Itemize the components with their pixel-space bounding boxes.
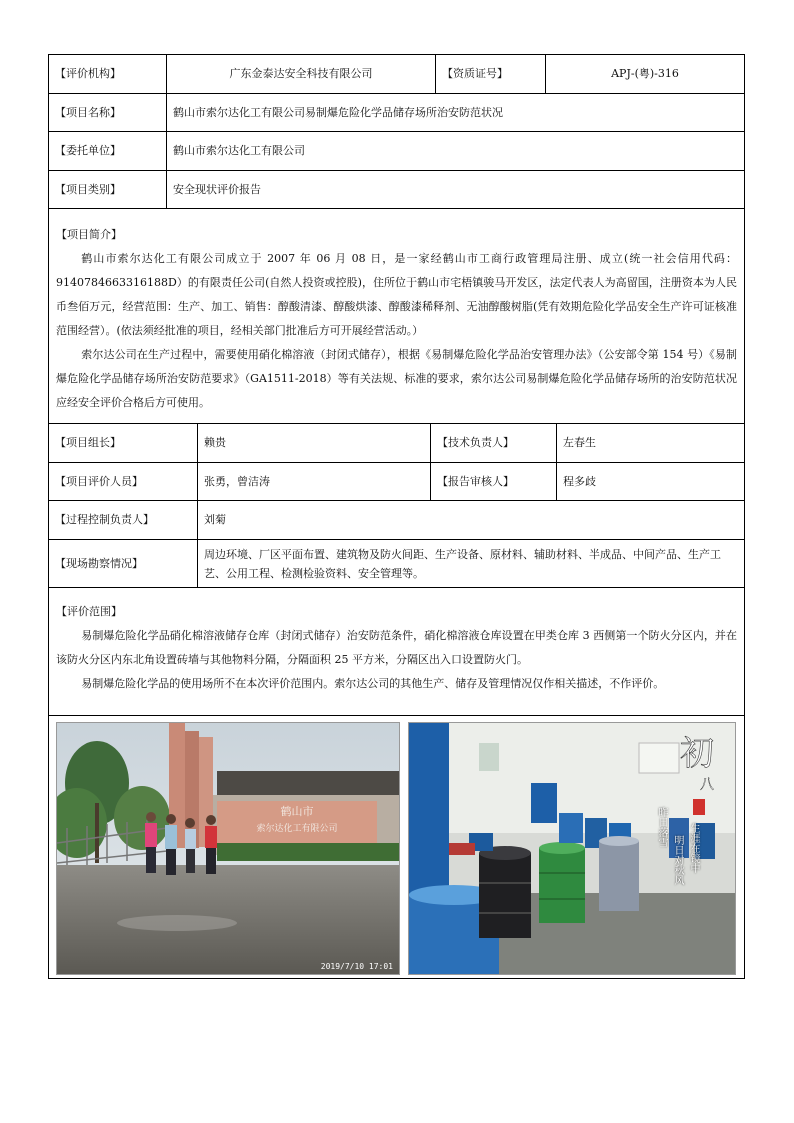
photo1-timestamp: 2019/7/10 17:01 [320,962,393,971]
category-value: 安全现状评价报告 [173,182,261,196]
scope-block [49,588,744,715]
reviewer-value: 程多歧 [563,474,596,488]
evaluation-info-sheet [48,54,745,979]
org-row [49,55,744,94]
factory-gate-illustration [57,723,399,974]
scope-heading: 【评价范围】 [56,605,122,618]
overlay-col2: 明日对秋风 [672,835,683,885]
project-name-row [49,94,744,132]
control-row [49,501,744,540]
survey-label: 【现场勘察情况】 [49,540,198,587]
control-label: 【过程控制负责人】 [49,501,198,539]
survey-value: 周边环境、厂区平面布置、建筑物及防火间距、生产设备、原材料、辅助材料、半成品、中间产品、生产工艺、公用工程、检测检验资料、安全管理等。 [204,547,721,580]
photos-row [49,716,744,978]
tech-label: 【技术负责人】 [431,424,557,462]
reviewer-label: 【报告审核人】 [431,463,557,500]
evaluators-label: 【项目评价人员】 [49,463,198,500]
category-row [49,171,744,209]
evaluators-value: 张勇，曾洁涛 [198,463,431,500]
warehouse-drums-photo [408,722,736,975]
intro-paragraph-2: 索尔达公司在生产过程中，需要使用硝化棉溶液（封闭式储存），根据《易制爆危险化学品治安管理办法》（公安部令第 154 号）《易制爆危险化学品储存场所治安防范要求》（GA1511-2018）等有关法规、标准的要求，索尔达公司易制爆危险化学品储存场所的治安防范状况应经安全评价合格后方可使用。 [56,348,737,409]
overlay-small-char: 八 [700,777,714,793]
scope-paragraph-1: 易制爆危险化学品硝化棉溶液储存仓库（封闭式储存）治安防范条件，硝化棉溶液仓库设置在甲类仓库 3 西侧第一个防火分区内，并在该防火分区内东北角设置砖墙与其他物料分隔，分隔面积 25 平方米，分隔区出入口设置防火门。 [56,629,737,666]
scope-row [49,588,744,716]
intro-row [49,209,744,424]
client-row [49,132,744,171]
leader-label: 【项目组长】 [49,424,198,462]
overlay-col1: 昨日落雪 [656,807,667,847]
factory-gate-photo [56,722,400,975]
intro-block [49,209,744,423]
client-label: 【委托单位】 [49,132,167,170]
evaluators-row [49,463,744,501]
photos-container [49,716,744,978]
category-label: 【项目类别】 [49,171,167,208]
gate-sign-line1: 鹤山市 [280,805,314,818]
scope-paragraph-2: 易制爆危险化学品的使用场所不在本次评价范围内。索尔达公司的其他生产、储存及管理情况仅作相关描述，不作评价。 [81,677,665,690]
cert-value: APJ-(粤)-316 [611,67,679,81]
control-value: 刘菊 [204,513,226,527]
leader-value: 赖贵 [198,424,431,462]
survey-row [49,540,744,588]
org-label: 【评价机构】 [49,55,167,93]
org-value: 广东金泰达安全科技有限公司 [167,55,436,93]
gate-sign-line2: 索尔达化工有限公司 [256,824,338,834]
leader-row [49,424,744,463]
project-name-label: 【项目名称】 [49,94,167,131]
intro-paragraph-1: 鹤山市索尔达化工有限公司成立于 2007 年 06 月 08 日，是一家经鹤山市工商行政管理局注册、成立(统一社会信用代码：9140784663316188D）的有限责任公司(自然人投资或控股)，住所位于鹤山市宅梧镇骏马开发区，法定代表人为高留国，注册资本为人民币叁佰万元，经营范围：生产、加工、销售：醇酸清漆、醇酸烘漆、醇酸漆稀释剂、无油醇酸树脂(凭有效期危险化学品安全生产许可证核准范围经营）。(依法须经批准的项目，经相关部门批准后方可开展经营活动。） [56,252,737,337]
client-value: 鹤山市索尔达化工有限公司 [173,144,305,158]
intro-heading: 【项目简介】 [56,228,122,241]
overlay-col3: 生涯在镜中 [688,823,699,873]
tech-value: 左春生 [563,436,596,450]
overlay-big-char: 初 [680,734,714,774]
project-name-value: 鹤山市索尔达化工有限公司易制爆危险化学品储存场所治安防范状况 [173,105,503,119]
cert-label: 【资质证号】 [436,55,546,93]
